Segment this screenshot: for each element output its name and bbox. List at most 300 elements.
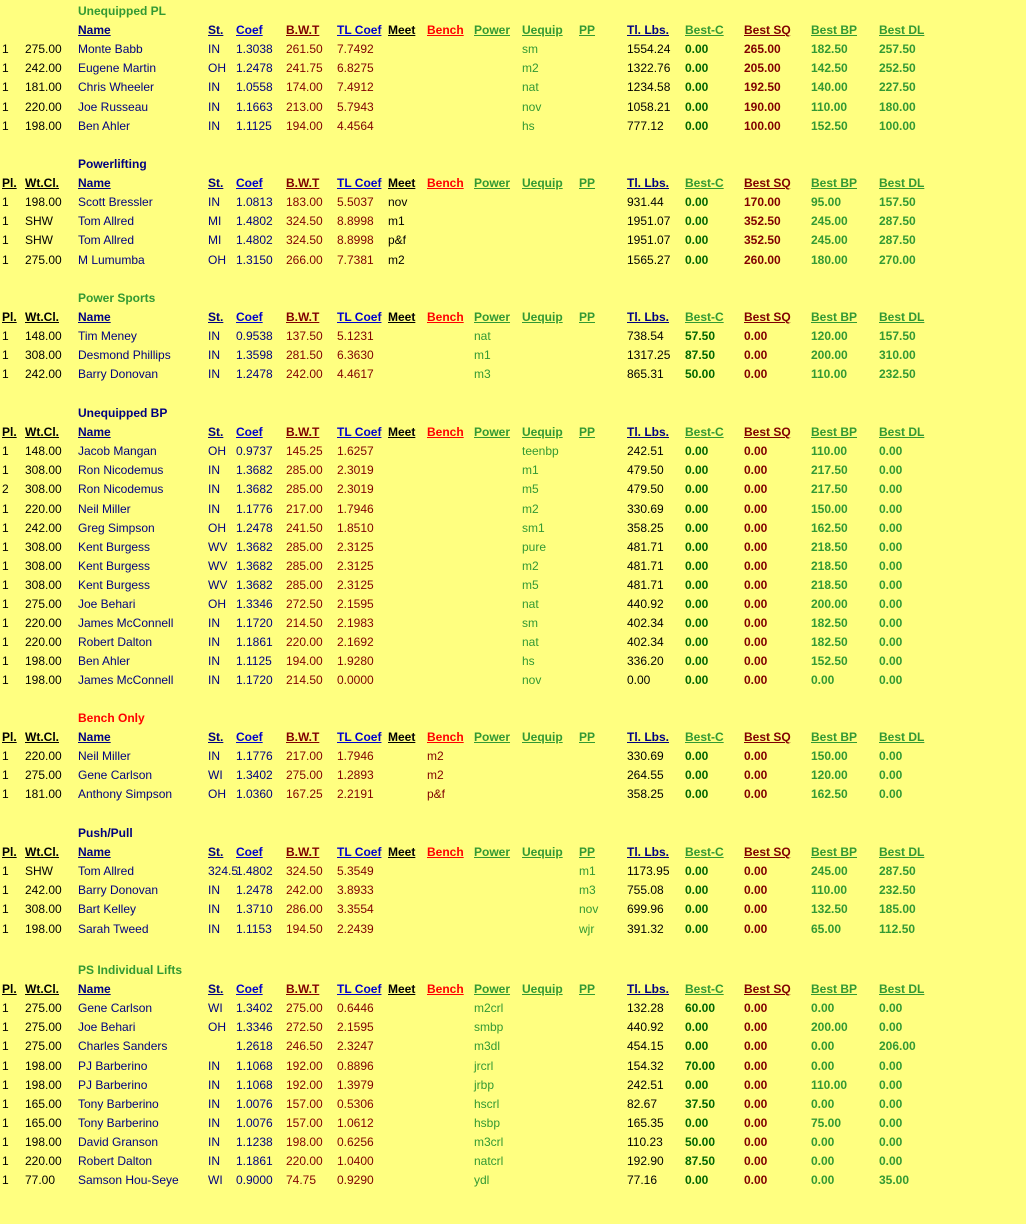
- table-cell-bp: 0.00: [811, 673, 835, 688]
- table-cell-meet: nov: [388, 195, 408, 210]
- table-cell-tlcoef: 1.0612: [337, 1115, 374, 1130]
- column-header: St.: [208, 845, 224, 860]
- table-cell-st: WV: [208, 558, 228, 573]
- table-cell-bwt: 194.00: [286, 118, 323, 133]
- table-cell-name: David Granson: [78, 1134, 159, 1149]
- table-cell-bp: 218.50: [811, 539, 848, 554]
- table-cell-sq: 352.50: [744, 233, 781, 248]
- table-cell-tlcoef: 2.1983: [337, 616, 374, 631]
- table-cell-sq: 0.00: [744, 1096, 768, 1111]
- table-cell-sq: 0.00: [744, 787, 768, 802]
- column-header: Best DL: [879, 730, 925, 745]
- table-cell-coef: 1.0813: [236, 195, 273, 210]
- column-header: Pl.: [2, 176, 17, 191]
- table-cell-uequip: m5: [522, 577, 539, 592]
- table-cell-bc: 0.00: [685, 252, 709, 267]
- table-cell-bc: 87.50: [685, 348, 716, 363]
- table-cell-wt: SHW: [25, 864, 53, 879]
- column-header: Pl.: [2, 845, 17, 860]
- column-header: Best SQ: [744, 982, 791, 997]
- table-cell-st: OH: [208, 787, 226, 802]
- table-cell-bc: 0.00: [685, 520, 709, 535]
- table-cell-name: Sarah Tweed: [78, 921, 149, 936]
- table-cell-bc: 0.00: [685, 673, 709, 688]
- table-cell-dl: 0.00: [879, 1077, 903, 1092]
- table-cell-name: Gene Carlson: [78, 1001, 153, 1016]
- section-title: Bench Only: [78, 711, 145, 725]
- table-cell-sq: 352.50: [744, 214, 781, 229]
- table-cell-name: James McConnell: [78, 673, 174, 688]
- table-cell-power: m3dl: [474, 1039, 501, 1054]
- table-cell-bp: 75.00: [811, 1115, 842, 1130]
- table-cell-coef: 1.3038: [236, 42, 273, 57]
- table-cell-st: IN: [208, 654, 220, 669]
- table-cell-wt: 198.00: [25, 118, 62, 133]
- table-cell-sq: 0.00: [744, 1058, 768, 1073]
- table-cell-pl: 1: [2, 42, 9, 57]
- table-cell-bp: 162.50: [811, 787, 848, 802]
- table-cell-name: Tim Meney: [78, 329, 137, 344]
- table-cell-tlcoef: 0.6256: [337, 1134, 374, 1149]
- table-cell-bwt: 285.00: [286, 539, 323, 554]
- table-cell-pl: 1: [2, 195, 9, 210]
- table-cell-tlcoef: 1.8510: [337, 520, 374, 535]
- table-cell-tlcoef: 0.0000: [337, 673, 374, 688]
- table-cell-sq: 0.00: [744, 921, 768, 936]
- table-cell-tlcoef: 7.4912: [337, 80, 374, 95]
- table-cell-tl: 479.50: [627, 482, 664, 497]
- table-cell-name: Ron Nicodemus: [78, 482, 164, 497]
- column-header: St.: [208, 982, 224, 997]
- table-cell-wt: 220.00: [25, 501, 62, 516]
- table-cell-uequip: m2: [522, 501, 539, 516]
- table-cell-bwt: 214.50: [286, 616, 323, 631]
- column-header: Bench: [427, 425, 464, 440]
- column-header: Pl.: [2, 982, 17, 997]
- table-cell-st: IN: [208, 883, 220, 898]
- table-cell-tlcoef: 5.3549: [337, 864, 374, 879]
- table-cell-st: OH: [208, 61, 226, 76]
- column-header: Best BP: [811, 982, 858, 997]
- table-cell-tlcoef: 2.3125: [337, 539, 374, 554]
- table-cell-wt: 275.00: [25, 252, 62, 267]
- table-cell-coef: 1.0076: [236, 1096, 273, 1111]
- table-cell-tlcoef: 2.3247: [337, 1039, 374, 1054]
- table-cell-dl: 0.00: [879, 463, 903, 478]
- table-cell-coef: 1.2618: [236, 1039, 273, 1054]
- table-cell-pl: 1: [2, 673, 9, 688]
- table-cell-st: IN: [208, 1096, 220, 1111]
- column-header: Bench: [427, 23, 464, 38]
- section-title: PS Individual Lifts: [78, 963, 183, 977]
- table-cell-dl: 0.00: [879, 1001, 903, 1016]
- table-cell-tlcoef: 6.8275: [337, 61, 374, 76]
- table-cell-bp: 110.00: [811, 883, 848, 898]
- table-cell-pl: 1: [2, 577, 9, 592]
- table-cell-pl: 1: [2, 654, 9, 669]
- column-header: Best-C: [685, 310, 724, 325]
- column-header: Bench: [427, 730, 464, 745]
- table-cell-bp: 0.00: [811, 1001, 835, 1016]
- table-cell-bc: 0.00: [685, 214, 709, 229]
- column-header: Power: [474, 425, 511, 440]
- column-header: Wt.Cl.: [25, 310, 59, 325]
- table-cell-bwt: 242.00: [286, 367, 323, 382]
- table-cell-st: IN: [208, 635, 220, 650]
- table-cell-sq: 0.00: [744, 577, 768, 592]
- table-cell-coef: 0.9538: [236, 329, 273, 344]
- table-cell-bwt: 242.00: [286, 883, 323, 898]
- column-header: Power: [474, 176, 511, 191]
- table-cell-dl: 0.00: [879, 616, 903, 631]
- column-header: Tl. Lbs.: [627, 176, 669, 191]
- table-cell-bench: m2: [427, 768, 444, 783]
- table-cell-sq: 0.00: [744, 902, 768, 917]
- column-header: Power: [474, 982, 511, 997]
- table-cell-tl: 738.54: [627, 329, 664, 344]
- table-cell-name: Tom Allred: [78, 864, 135, 879]
- table-cell-st: IN: [208, 921, 220, 936]
- column-header: Best SQ: [744, 845, 791, 860]
- table-cell-power: m2crl: [474, 1001, 504, 1016]
- table-cell-pl: 1: [2, 1173, 9, 1188]
- table-cell-bp: 120.00: [811, 329, 848, 344]
- table-cell-bwt: 241.50: [286, 520, 323, 535]
- table-cell-bc: 0.00: [685, 921, 709, 936]
- table-cell-dl: 206.00: [879, 1039, 916, 1054]
- table-cell-coef: 1.1068: [236, 1077, 273, 1092]
- table-cell-bwt: 272.50: [286, 1020, 323, 1035]
- table-cell-bp: 65.00: [811, 921, 842, 936]
- column-header: TL Coef: [337, 310, 382, 325]
- table-cell-uequip: nat: [522, 635, 539, 650]
- table-cell-pl: 1: [2, 99, 9, 114]
- table-cell-tlcoef: 5.7943: [337, 99, 374, 114]
- table-cell-st: IN: [208, 749, 220, 764]
- table-cell-dl: 185.00: [879, 902, 916, 917]
- table-cell-pp: m3: [579, 883, 596, 898]
- table-cell-tlcoef: 2.3125: [337, 577, 374, 592]
- table-cell-sq: 0.00: [744, 1039, 768, 1054]
- table-cell-bwt: 194.00: [286, 654, 323, 669]
- column-header: St.: [208, 176, 224, 191]
- table-cell-pl: 1: [2, 749, 9, 764]
- column-header: St.: [208, 730, 224, 745]
- column-header: Wt.Cl.: [25, 176, 59, 191]
- table-cell-name: Kent Burgess: [78, 558, 151, 573]
- table-cell-bp: 110.00: [811, 99, 848, 114]
- table-cell-st: MI: [208, 233, 222, 248]
- table-cell-bc: 0.00: [685, 635, 709, 650]
- table-cell-wt: 220.00: [25, 1154, 62, 1168]
- column-header: Tl. Lbs.: [627, 425, 669, 440]
- table-cell-pl: 1: [2, 214, 9, 229]
- table-cell-st: IN: [208, 673, 220, 688]
- table-cell-pl: 1: [2, 367, 9, 382]
- column-header: Coef: [236, 176, 263, 191]
- column-header: Best-C: [685, 23, 724, 38]
- table-cell-tlcoef: 2.3019: [337, 463, 374, 478]
- column-header: Name: [78, 982, 111, 997]
- table-cell-pl: 1: [2, 1039, 9, 1054]
- table-cell-sq: 0.00: [744, 1173, 768, 1188]
- table-cell-bp: 0.00: [811, 1039, 835, 1054]
- column-header: Power: [474, 23, 511, 38]
- table-cell-sq: 192.50: [744, 80, 781, 95]
- table-cell-tl: 481.71: [627, 577, 664, 592]
- table-cell-sq: 0.00: [744, 673, 768, 688]
- column-header: Coef: [236, 845, 263, 860]
- table-cell-coef: 1.1068: [236, 1058, 273, 1073]
- table-cell-dl: 0.00: [879, 1058, 903, 1073]
- table-cell-bp: 245.00: [811, 214, 848, 229]
- table-cell-pp: nov: [579, 902, 599, 917]
- table-cell-bc: 0.00: [685, 233, 709, 248]
- table-cell-bc: 0.00: [685, 597, 709, 611]
- table-cell-tl: 1234.58: [627, 80, 671, 95]
- table-cell-pl: 1: [2, 1134, 9, 1149]
- table-cell-uequip: teenbp: [522, 444, 559, 459]
- table-cell-uequip: nat: [522, 597, 539, 611]
- table-cell-pl: 1: [2, 1058, 9, 1073]
- column-header: Meet: [388, 730, 416, 745]
- table-cell-pl: 1: [2, 902, 9, 917]
- table-cell-bc: 0.00: [685, 195, 709, 210]
- table-cell-dl: 0.00: [879, 444, 903, 459]
- column-header: Power: [474, 730, 511, 745]
- table-cell-tlcoef: 1.3979: [337, 1077, 374, 1092]
- table-cell-bp: 200.00: [811, 597, 848, 611]
- table-cell-bwt: 275.00: [286, 1001, 323, 1016]
- table-cell-name: Kent Burgess: [78, 577, 151, 592]
- column-header: Meet: [388, 425, 416, 440]
- table-cell-coef: 1.1720: [236, 616, 273, 631]
- table-cell-bp: 182.50: [811, 42, 848, 57]
- table-cell-tl: 1951.07: [627, 233, 671, 248]
- column-header: Best SQ: [744, 730, 791, 745]
- table-cell-pl: 1: [2, 787, 9, 802]
- section-title: Unequipped PL: [78, 4, 166, 18]
- table-cell-uequip: sm: [522, 42, 538, 57]
- table-cell-dl: 0.00: [879, 539, 903, 554]
- table-cell-bp: 142.50: [811, 61, 848, 76]
- table-cell-bwt: 286.00: [286, 902, 323, 917]
- column-header: Best SQ: [744, 176, 791, 191]
- table-cell-dl: 0.00: [879, 749, 903, 764]
- table-cell-bp: 217.50: [811, 482, 848, 497]
- column-header: Pl.: [2, 730, 17, 745]
- column-header: B.W.T: [286, 425, 320, 440]
- table-cell-bc: 0.00: [685, 883, 709, 898]
- table-cell-coef: 1.3402: [236, 1001, 273, 1016]
- table-cell-tlcoef: 1.0400: [337, 1154, 374, 1168]
- table-cell-dl: 287.50: [879, 233, 916, 248]
- table-cell-tlcoef: 2.2191: [337, 787, 374, 802]
- column-header: Uequip: [522, 425, 563, 440]
- table-cell-coef: 1.2478: [236, 367, 273, 382]
- column-header: Best DL: [879, 425, 925, 440]
- table-cell-dl: 0.00: [879, 482, 903, 497]
- column-header: Name: [78, 425, 111, 440]
- column-header: Tl. Lbs.: [627, 23, 669, 38]
- table-cell-pl: 1: [2, 558, 9, 573]
- table-cell-st: IN: [208, 1154, 220, 1168]
- column-header: Uequip: [522, 310, 563, 325]
- table-cell-tl: 242.51: [627, 444, 664, 459]
- table-cell-tl: 1058.21: [627, 99, 671, 114]
- table-cell-dl: 232.50: [879, 367, 916, 382]
- table-cell-bench: p&f: [427, 787, 446, 802]
- table-cell-pl: 1: [2, 463, 9, 478]
- column-header: PP: [579, 425, 596, 440]
- table-cell-uequip: m2: [522, 558, 539, 573]
- table-cell-tl: 165.35: [627, 1115, 664, 1130]
- table-cell-bc: 70.00: [685, 1058, 716, 1073]
- column-header: PP: [579, 982, 596, 997]
- table-cell-coef: 0.9000: [236, 1173, 273, 1188]
- table-cell-tlcoef: 4.4617: [337, 367, 374, 382]
- table-cell-bc: 0.00: [685, 558, 709, 573]
- table-cell-st: IN: [208, 367, 220, 382]
- table-cell-tlcoef: 2.1595: [337, 597, 374, 611]
- table-cell-dl: 270.00: [879, 252, 916, 267]
- table-cell-bench: m2: [427, 749, 444, 764]
- table-cell-tlcoef: 1.6257: [337, 444, 374, 459]
- table-cell-bwt: 241.75: [286, 61, 323, 76]
- table-cell-tlcoef: 7.7492: [337, 42, 374, 57]
- table-cell-wt: 148.00: [25, 329, 62, 344]
- table-cell-bp: 217.50: [811, 463, 848, 478]
- table-cell-power: smbp: [474, 1020, 504, 1035]
- table-cell-name: Charles Sanders: [78, 1039, 168, 1054]
- table-cell-dl: 0.00: [879, 1154, 903, 1168]
- table-cell-sq: 260.00: [744, 252, 781, 267]
- column-header: Best BP: [811, 845, 858, 860]
- table-cell-st: WV: [208, 577, 228, 592]
- column-header: Uequip: [522, 730, 563, 745]
- table-cell-wt: 275.00: [25, 42, 62, 57]
- table-cell-name: Tony Barberino: [78, 1115, 159, 1130]
- table-cell-dl: 287.50: [879, 864, 916, 879]
- column-header: TL Coef: [337, 425, 382, 440]
- column-header: Uequip: [522, 23, 563, 38]
- table-cell-bp: 150.00: [811, 501, 848, 516]
- table-cell-tlcoef: 1.7946: [337, 501, 374, 516]
- table-cell-wt: 308.00: [25, 482, 62, 497]
- table-cell-sq: 0.00: [744, 1115, 768, 1130]
- table-cell-wt: 242.00: [25, 883, 62, 898]
- section-title: Power Sports: [78, 291, 156, 305]
- table-cell-dl: 35.00: [879, 1173, 910, 1188]
- table-cell-bc: 0.00: [685, 864, 709, 879]
- column-header: Uequip: [522, 982, 563, 997]
- column-header: Best DL: [879, 23, 925, 38]
- table-cell-bc: 0.00: [685, 1077, 709, 1092]
- table-cell-bc: 0.00: [685, 768, 709, 783]
- table-cell-name: Bart Kelley: [78, 902, 137, 917]
- table-cell-bwt: 183.00: [286, 195, 323, 210]
- table-cell-sq: 0.00: [744, 1001, 768, 1016]
- table-cell-bp: 182.50: [811, 616, 848, 631]
- table-cell-bwt: 74.75: [286, 1173, 317, 1188]
- table-cell-st: IN: [208, 482, 220, 497]
- table-cell-bc: 57.50: [685, 329, 716, 344]
- table-cell-coef: 1.1125: [236, 118, 272, 133]
- column-header: Uequip: [522, 845, 563, 860]
- column-header: St.: [208, 425, 224, 440]
- table-cell-coef: 1.3346: [236, 1020, 273, 1035]
- table-cell-wt: SHW: [25, 214, 53, 229]
- table-cell-st: IN: [208, 501, 220, 516]
- table-cell-sq: 0.00: [744, 597, 768, 611]
- table-cell-tl: 82.67: [627, 1096, 658, 1111]
- column-header: TL Coef: [337, 845, 382, 860]
- table-cell-dl: 0.00: [879, 520, 903, 535]
- table-cell-bwt: 285.00: [286, 463, 323, 478]
- table-cell-wt: 148.00: [25, 444, 62, 459]
- column-header: Best-C: [685, 982, 724, 997]
- table-cell-bwt: 220.00: [286, 635, 323, 650]
- column-header: Coef: [236, 23, 263, 38]
- table-cell-bc: 0.00: [685, 1173, 709, 1188]
- table-cell-st: IN: [208, 99, 220, 114]
- table-cell-sq: 0.00: [744, 1154, 768, 1168]
- table-cell-coef: 1.1153: [236, 921, 272, 936]
- column-header: Best SQ: [744, 23, 791, 38]
- table-cell-bc: 0.00: [685, 787, 709, 802]
- table-cell-st: WI: [208, 1001, 223, 1016]
- table-cell-wt: 308.00: [25, 577, 62, 592]
- table-cell-bp: 120.00: [811, 768, 848, 783]
- table-cell-bwt: 266.00: [286, 252, 323, 267]
- table-cell-wt: 242.00: [25, 367, 62, 382]
- table-cell-tl: 931.44: [627, 195, 664, 210]
- table-cell-bc: 0.00: [685, 1039, 709, 1054]
- column-header: B.W.T: [286, 845, 320, 860]
- table-cell-name: Joe Behari: [78, 597, 136, 611]
- table-cell-tl: 0.00: [627, 673, 651, 688]
- table-cell-tlcoef: 3.8933: [337, 883, 374, 898]
- table-cell-name: Robert Dalton: [78, 1154, 153, 1168]
- table-cell-bp: 200.00: [811, 1020, 848, 1035]
- table-cell-name: Eugene Martin: [78, 61, 157, 76]
- table-cell-bp: 152.50: [811, 118, 848, 133]
- column-header: Best BP: [811, 730, 858, 745]
- table-cell-tl: 440.92: [627, 597, 664, 611]
- column-header: Best SQ: [744, 425, 791, 440]
- table-cell-name: Robert Dalton: [78, 635, 153, 650]
- table-cell-tlcoef: 8.8998: [337, 214, 374, 229]
- table-cell-bwt: 217.00: [286, 749, 323, 764]
- table-cell-bp: 0.00: [811, 1173, 835, 1188]
- table-cell-uequip: sm: [522, 616, 538, 631]
- table-cell-sq: 0.00: [744, 1020, 768, 1035]
- table-cell-dl: 257.50: [879, 42, 916, 57]
- table-cell-st: IN: [208, 902, 220, 917]
- section-title: Push/Pull: [78, 826, 133, 840]
- column-header: TL Coef: [337, 176, 382, 191]
- table-cell-wt: 275.00: [25, 768, 62, 783]
- table-cell-tl: 1322.76: [627, 61, 671, 76]
- table-cell-st: 324.5: [208, 864, 239, 879]
- table-cell-sq: 0.00: [744, 463, 768, 478]
- table-cell-sq: 0.00: [744, 539, 768, 554]
- table-cell-name: Kent Burgess: [78, 539, 151, 554]
- column-header: Best BP: [811, 23, 858, 38]
- table-cell-coef: 1.0360: [236, 787, 273, 802]
- table-cell-tl: 330.69: [627, 501, 664, 516]
- table-cell-dl: 0.00: [879, 558, 903, 573]
